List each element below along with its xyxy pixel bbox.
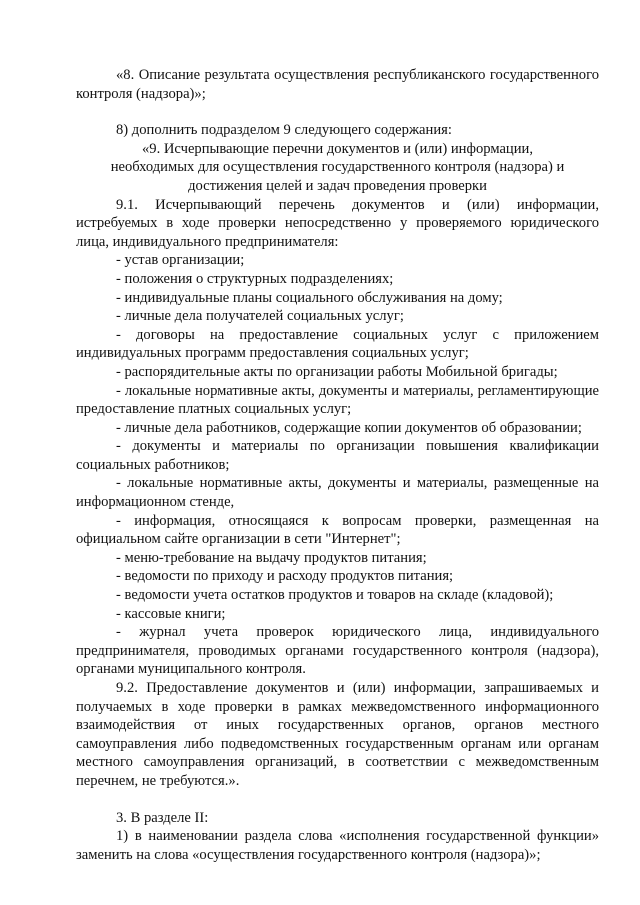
list-item: - распорядительные акты по организации работы Мобильной бригады;: [116, 363, 558, 380]
paragraph-3-section: 3. В разделе II:: [116, 809, 209, 826]
list-item: - личные дела получателей социальных услуг;: [116, 308, 404, 325]
paragraph-9-2: 9.2. Предоставление документов и (или) информации, запрашиваемых и получаемых в ходе проверки в рамках межведомственного информационного взаимодействия от иных государственных органов, органов местного самоуправления либо подведомственных государственным органам или органам местного самоуправления организаций, в соответствии с межведомственным перечнем, не требуются.».: [76, 680, 599, 789]
subsection-title-line-1: «9. Исчерпывающие перечни документов и (или) информации,: [141, 140, 534, 157]
list-item: - документы и материалы по организации повышения квалификации социальных работников;: [76, 438, 599, 473]
list-item: - личные дела работников, содержащие копии документов об образовании;: [116, 419, 582, 436]
list-item: - индивидуальные планы социального обслуживания на дому;: [116, 289, 503, 306]
paragraph-3-1: 1) в наименовании раздела слова «исполнения государственной функции» заменить на слова «осуществления государственного контроля (надзора)»;: [76, 828, 599, 863]
list-item: - положения о структурных подразделениях;: [116, 270, 394, 287]
list-item: - ведомости учета остатков продуктов и товаров на складе (кладовой);: [116, 587, 554, 604]
paragraph-add-subsection: 8) дополнить подразделом 9 следующего содержания:: [116, 122, 452, 139]
subsection-title-line-3: достижения целей и задач проведения проверки: [188, 177, 487, 194]
list-item: - устав организации;: [116, 252, 245, 269]
list-item: - меню-требование на выдачу продуктов питания;: [116, 549, 427, 566]
spacer: [76, 103, 599, 121]
list-item: - кассовые книги;: [116, 605, 226, 622]
list-item: - локальные нормативные акты, документы и материалы, размещенные на информационном стенде,: [76, 475, 599, 511]
document-page: [76, 66, 599, 864]
list-item: - договоры на предоставление социальных услуг с приложением индивидуальных программ предоставления социальных услуг;: [76, 326, 599, 362]
list-item: - информация, относящаяся к вопросам проверки, размещенная на официальном сайте организации в сети "Интернет";: [76, 512, 599, 548]
subsection-title-line-2: необходимых для осуществления государственного контроля (надзора) и: [110, 159, 565, 176]
spacer: [76, 791, 599, 809]
list-item: - журнал учета проверок юридического лица, индивидуального предпринимателя, проводимых органами государственного контроля (надзора), органами муниципального контроля.: [76, 624, 599, 678]
paragraph-9-1: 9.1. Исчерпывающий перечень документов и (или) информации, истребуемых в ходе проверки непосредственно у проверяемого юридического лица, индивидуального предпринимателя:: [76, 196, 599, 250]
list-item: - локальные нормативные акты, документы и материалы, регламентирующие предоставление платных социальных услуг;: [76, 382, 599, 418]
list-item: - ведомости по приходу и расходу продуктов питания;: [116, 568, 454, 585]
paragraph-8-description: «8. Описание результата осуществления республиканского государственного контроля (надзора)»;: [76, 67, 599, 102]
